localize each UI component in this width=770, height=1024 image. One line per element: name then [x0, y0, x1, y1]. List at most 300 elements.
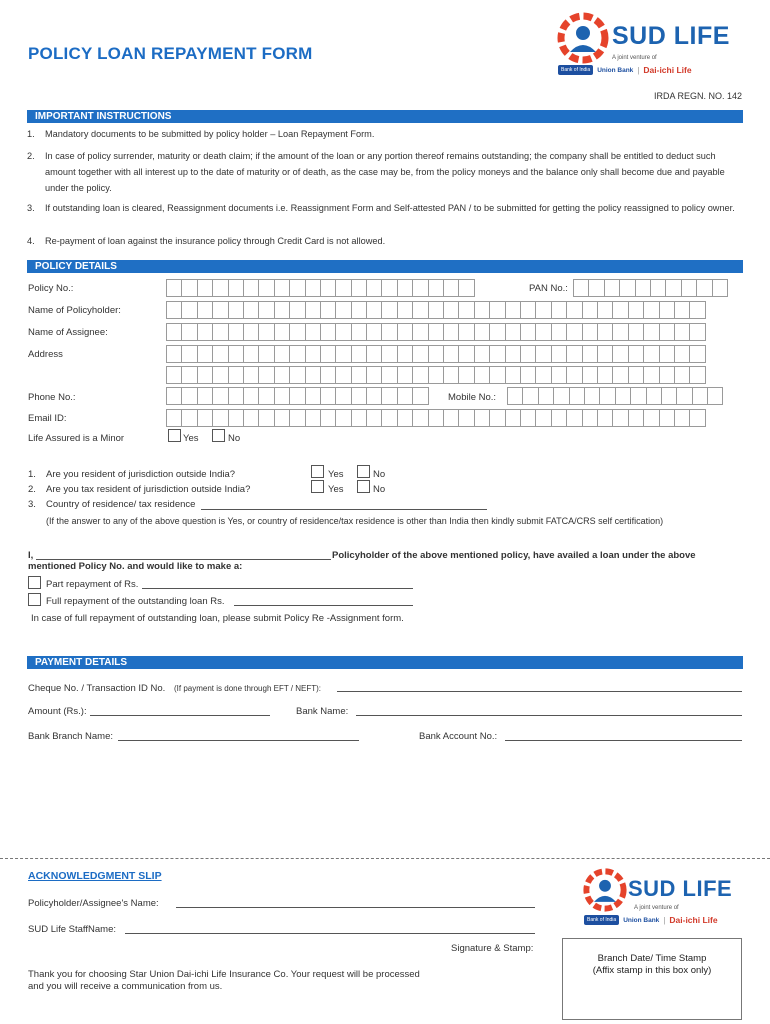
char-box[interactable]: [381, 323, 397, 341]
char-box[interactable]: [243, 409, 259, 427]
char-box[interactable]: [258, 387, 274, 405]
joint-venture-label: A joint venture of: [612, 55, 657, 61]
address-input-line2[interactable]: [166, 366, 705, 384]
pan-input[interactable]: [573, 279, 727, 297]
full-repayment-checkbox[interactable]: [28, 593, 41, 606]
char-box[interactable]: [305, 409, 321, 427]
char-box[interactable]: [351, 387, 367, 405]
char-box[interactable]: [397, 387, 413, 405]
char-box[interactable]: [289, 366, 305, 384]
char-box[interactable]: [351, 279, 367, 297]
char-box[interactable]: [566, 323, 582, 341]
char-box[interactable]: [366, 301, 382, 319]
char-box[interactable]: [551, 409, 567, 427]
char-box[interactable]: [628, 366, 644, 384]
char-box[interactable]: [615, 387, 631, 405]
char-box[interactable]: [553, 387, 569, 405]
daiichi-logo: Dai-ichi Life: [643, 65, 692, 75]
char-box[interactable]: [659, 323, 675, 341]
char-box[interactable]: [289, 409, 305, 427]
char-box[interactable]: [659, 409, 675, 427]
char-box[interactable]: [381, 366, 397, 384]
declarant-name-input[interactable]: [36, 548, 331, 560]
char-box[interactable]: [320, 345, 336, 363]
char-box[interactable]: [689, 301, 705, 319]
char-box[interactable]: [628, 301, 644, 319]
char-box[interactable]: [181, 366, 197, 384]
char-box[interactable]: [443, 323, 459, 341]
char-box[interactable]: [289, 387, 305, 405]
char-box[interactable]: [366, 409, 382, 427]
policyholder-input[interactable]: [166, 301, 705, 319]
full-amount-input[interactable]: [234, 595, 413, 606]
char-box[interactable]: [212, 409, 228, 427]
assignee-input[interactable]: [166, 323, 705, 341]
char-box[interactable]: [520, 409, 536, 427]
char-box[interactable]: [458, 301, 474, 319]
char-box[interactable]: [489, 323, 505, 341]
char-box[interactable]: [412, 301, 428, 319]
char-box[interactable]: [166, 409, 182, 427]
char-box[interactable]: [551, 345, 567, 363]
char-box[interactable]: [258, 409, 274, 427]
char-box[interactable]: [676, 387, 692, 405]
char-box[interactable]: [412, 345, 428, 363]
char-box[interactable]: [243, 387, 259, 405]
brand-name: SUD LIFE: [628, 876, 733, 901]
char-box[interactable]: [366, 323, 382, 341]
q2-yes-checkbox[interactable]: [311, 480, 324, 493]
char-box[interactable]: [674, 409, 690, 427]
char-box[interactable]: [243, 279, 259, 297]
pan-label: PAN No.:: [529, 283, 568, 294]
char-box[interactable]: [305, 387, 321, 405]
fatca-note: (If the answer to any of the above question is Yes, or country of residence/tax residence is other than India then kindly submit FATCA/CRS self certification): [46, 516, 664, 526]
char-box[interactable]: [258, 366, 274, 384]
char-box[interactable]: [522, 387, 538, 405]
char-box[interactable]: [381, 387, 397, 405]
char-box[interactable]: [397, 279, 413, 297]
char-box[interactable]: [381, 345, 397, 363]
char-box[interactable]: [351, 345, 367, 363]
char-box[interactable]: [289, 301, 305, 319]
char-box[interactable]: [646, 387, 662, 405]
char-box[interactable]: [535, 366, 551, 384]
char-box[interactable]: [366, 366, 382, 384]
char-box[interactable]: [612, 323, 628, 341]
policyholder-label: Name of Policyholder:: [28, 305, 121, 316]
char-box[interactable]: [243, 301, 259, 319]
char-box[interactable]: [505, 366, 521, 384]
char-box[interactable]: [412, 387, 428, 405]
char-box[interactable]: [274, 345, 290, 363]
char-box[interactable]: [258, 323, 274, 341]
char-box[interactable]: [707, 387, 723, 405]
char-box[interactable]: [628, 409, 644, 427]
char-box[interactable]: [335, 301, 351, 319]
email-input[interactable]: [166, 409, 705, 427]
char-box[interactable]: [335, 387, 351, 405]
char-box[interactable]: [582, 409, 598, 427]
char-box[interactable]: [443, 409, 459, 427]
part-repayment-checkbox[interactable]: [28, 576, 41, 589]
char-box[interactable]: [397, 366, 413, 384]
q2-no-label: No: [373, 484, 386, 495]
char-box[interactable]: [535, 301, 551, 319]
char-box[interactable]: [197, 345, 213, 363]
instruction-num: 1.: [27, 129, 35, 139]
char-box[interactable]: [520, 301, 536, 319]
char-box[interactable]: [628, 323, 644, 341]
char-box[interactable]: [573, 279, 589, 297]
stamp-label-2: (Affix stamp in this box only): [592, 965, 712, 976]
payment-details-heading: PAYMENT DETAILS: [27, 656, 743, 669]
char-box[interactable]: [428, 279, 444, 297]
char-box[interactable]: [505, 409, 521, 427]
char-box[interactable]: [166, 323, 182, 341]
char-box[interactable]: [588, 279, 604, 297]
char-box[interactable]: [551, 301, 567, 319]
char-box[interactable]: [458, 409, 474, 427]
char-box[interactable]: [305, 279, 321, 297]
char-box[interactable]: [335, 323, 351, 341]
char-box[interactable]: [197, 387, 213, 405]
char-box[interactable]: [458, 366, 474, 384]
char-box[interactable]: [535, 409, 551, 427]
minor-yes-checkbox[interactable]: [168, 429, 181, 442]
bank-name-input[interactable]: [356, 704, 742, 716]
char-box[interactable]: [305, 301, 321, 319]
char-box[interactable]: [289, 345, 305, 363]
char-box[interactable]: [197, 323, 213, 341]
instruction-text: Mandatory documents to be submitted by policy holder – Loan Repayment Form.: [45, 129, 375, 139]
char-box[interactable]: [305, 345, 321, 363]
amount-label: Amount (Rs.):: [28, 706, 87, 717]
cheque-input[interactable]: [337, 680, 742, 692]
stamp-box[interactable]: [562, 938, 742, 1020]
instruction-item: [27, 200, 743, 216]
char-box[interactable]: [181, 409, 197, 427]
phone-input[interactable]: [166, 387, 428, 405]
char-box[interactable]: [597, 366, 613, 384]
char-box[interactable]: [289, 323, 305, 341]
char-box[interactable]: [643, 366, 659, 384]
q3-num: 3.: [28, 499, 36, 510]
char-box[interactable]: [212, 301, 228, 319]
reassignment-note: In case of full repayment of outstanding loan, please submit Policy Re -Assignment form.: [31, 613, 404, 624]
char-box[interactable]: [489, 409, 505, 427]
char-box[interactable]: [412, 409, 428, 427]
char-box[interactable]: [582, 301, 598, 319]
char-box[interactable]: [335, 366, 351, 384]
char-box[interactable]: [351, 323, 367, 341]
char-box[interactable]: [197, 366, 213, 384]
char-box[interactable]: [535, 345, 551, 363]
char-box[interactable]: [197, 301, 213, 319]
instructions-heading: IMPORTANT INSTRUCTIONS: [27, 110, 743, 123]
char-box[interactable]: [674, 323, 690, 341]
char-box[interactable]: [474, 366, 490, 384]
char-box[interactable]: [381, 279, 397, 297]
char-box[interactable]: [335, 279, 351, 297]
char-box[interactable]: [212, 323, 228, 341]
char-box[interactable]: [538, 387, 554, 405]
char-box[interactable]: [599, 387, 615, 405]
char-box[interactable]: [181, 387, 197, 405]
mobile-label: Mobile No.:: [448, 392, 497, 403]
country-input[interactable]: [201, 499, 487, 510]
part-amount-input[interactable]: [142, 578, 413, 589]
ack-staff-input[interactable]: [125, 922, 535, 934]
char-box[interactable]: [274, 387, 290, 405]
char-box[interactable]: [612, 409, 628, 427]
char-box[interactable]: [335, 409, 351, 427]
q1-no-checkbox[interactable]: [357, 465, 370, 478]
minor-no-checkbox[interactable]: [212, 429, 225, 442]
char-box[interactable]: [274, 366, 290, 384]
char-box[interactable]: [566, 345, 582, 363]
char-box[interactable]: [582, 323, 598, 341]
char-box[interactable]: [520, 323, 536, 341]
char-box[interactable]: [584, 387, 600, 405]
instruction-item: [27, 126, 743, 142]
char-box[interactable]: [520, 366, 536, 384]
union-bank-logo: Union Bank: [623, 916, 660, 924]
char-box[interactable]: [428, 366, 444, 384]
char-box[interactable]: [243, 366, 259, 384]
q3-text: Country of residence/ tax residence: [46, 499, 196, 510]
char-box[interactable]: [474, 345, 490, 363]
char-box[interactable]: [674, 366, 690, 384]
char-box[interactable]: [612, 301, 628, 319]
char-box[interactable]: [243, 345, 259, 363]
char-box[interactable]: [505, 345, 521, 363]
char-box[interactable]: [712, 279, 728, 297]
char-box[interactable]: [551, 323, 567, 341]
bank-name-label: Bank Name:: [296, 706, 349, 717]
char-box[interactable]: [428, 345, 444, 363]
char-box[interactable]: [659, 366, 675, 384]
char-box[interactable]: [597, 345, 613, 363]
char-box[interactable]: [428, 323, 444, 341]
char-box[interactable]: [412, 279, 428, 297]
char-box[interactable]: [692, 387, 708, 405]
char-box[interactable]: [582, 366, 598, 384]
branch-input[interactable]: [118, 729, 359, 741]
char-box[interactable]: [197, 409, 213, 427]
char-box[interactable]: [520, 345, 536, 363]
char-box[interactable]: [551, 366, 567, 384]
char-box[interactable]: [366, 279, 382, 297]
address-input-line1[interactable]: [166, 345, 705, 363]
char-box[interactable]: [351, 301, 367, 319]
char-box[interactable]: [166, 366, 182, 384]
char-box[interactable]: [612, 345, 628, 363]
char-box[interactable]: [443, 366, 459, 384]
mobile-input[interactable]: [507, 387, 722, 405]
char-box[interactable]: [228, 301, 244, 319]
irda-number: IRDA REGN. NO. 142: [653, 91, 742, 101]
char-box[interactable]: [181, 301, 197, 319]
policy-no-input[interactable]: [166, 279, 474, 297]
char-box[interactable]: [458, 345, 474, 363]
char-box[interactable]: [597, 323, 613, 341]
char-box[interactable]: [659, 301, 675, 319]
char-box[interactable]: [604, 279, 620, 297]
char-box[interactable]: [274, 301, 290, 319]
cut-line: [0, 858, 770, 859]
char-box[interactable]: [619, 279, 635, 297]
char-box[interactable]: [212, 345, 228, 363]
char-box[interactable]: [689, 366, 705, 384]
char-box[interactable]: [274, 279, 290, 297]
char-box[interactable]: [507, 387, 523, 405]
char-box[interactable]: [305, 323, 321, 341]
q1-yes-checkbox[interactable]: [311, 465, 324, 478]
char-box[interactable]: [597, 301, 613, 319]
char-box[interactable]: [243, 323, 259, 341]
char-box[interactable]: [166, 345, 182, 363]
char-box[interactable]: [681, 279, 697, 297]
char-box[interactable]: [696, 279, 712, 297]
char-box[interactable]: [582, 345, 598, 363]
char-box[interactable]: [228, 409, 244, 427]
address-label: Address: [28, 349, 63, 360]
char-box[interactable]: [643, 323, 659, 341]
char-box[interactable]: [612, 366, 628, 384]
char-box[interactable]: [661, 387, 677, 405]
char-box[interactable]: [212, 387, 228, 405]
char-box[interactable]: [689, 345, 705, 363]
char-box[interactable]: [566, 409, 582, 427]
char-box[interactable]: [535, 323, 551, 341]
page-title: POLICY LOAN REPAYMENT FORM: [28, 44, 313, 63]
char-box[interactable]: [474, 301, 490, 319]
char-box[interactable]: [474, 409, 490, 427]
char-box[interactable]: [689, 409, 705, 427]
char-box[interactable]: [212, 279, 228, 297]
char-box[interactable]: [566, 301, 582, 319]
char-box[interactable]: [428, 409, 444, 427]
char-box[interactable]: [166, 387, 182, 405]
char-box[interactable]: [412, 366, 428, 384]
char-box[interactable]: [569, 387, 585, 405]
char-box[interactable]: [320, 323, 336, 341]
char-box[interactable]: [458, 279, 474, 297]
char-box[interactable]: [212, 366, 228, 384]
char-box[interactable]: [566, 366, 582, 384]
char-box[interactable]: [489, 345, 505, 363]
char-box[interactable]: [443, 279, 459, 297]
char-box[interactable]: [650, 279, 666, 297]
char-box[interactable]: [166, 301, 182, 319]
char-box[interactable]: [674, 301, 690, 319]
char-box[interactable]: [320, 279, 336, 297]
cheque-note: (If payment is done through EFT / NEFT):: [174, 684, 322, 693]
char-box[interactable]: [628, 345, 644, 363]
char-box[interactable]: [381, 301, 397, 319]
char-box[interactable]: [665, 279, 681, 297]
char-box[interactable]: [197, 279, 213, 297]
char-box[interactable]: [505, 301, 521, 319]
brand-name: SUD LIFE: [612, 22, 730, 50]
char-box[interactable]: [659, 345, 675, 363]
char-box[interactable]: [597, 409, 613, 427]
char-box[interactable]: [289, 279, 305, 297]
char-box[interactable]: [320, 366, 336, 384]
char-box[interactable]: [258, 279, 274, 297]
char-box[interactable]: [489, 301, 505, 319]
char-box[interactable]: [228, 387, 244, 405]
char-box[interactable]: [320, 387, 336, 405]
amount-input[interactable]: [90, 704, 270, 716]
declaration-text-1: Policyholder of the above mentioned policy, have availed a loan under the above: [332, 550, 696, 561]
char-box[interactable]: [397, 409, 413, 427]
q2-no-checkbox[interactable]: [357, 480, 370, 493]
char-box[interactable]: [181, 279, 197, 297]
ack-name-input[interactable]: [176, 896, 535, 908]
account-input[interactable]: [505, 729, 742, 741]
sud-life-logo-small: SUD LIFE A joint venture of Bank of India Union Bank | Dai-ichi Life: [582, 868, 747, 940]
char-box[interactable]: [643, 301, 659, 319]
char-box[interactable]: [228, 323, 244, 341]
char-box[interactable]: [274, 323, 290, 341]
char-box[interactable]: [320, 301, 336, 319]
char-box[interactable]: [397, 301, 413, 319]
thanks-line-2: and you will receive a communication from us.: [28, 981, 223, 992]
char-box[interactable]: [166, 279, 182, 297]
char-box[interactable]: [366, 345, 382, 363]
char-box[interactable]: [443, 345, 459, 363]
char-box[interactable]: [351, 366, 367, 384]
char-box[interactable]: [643, 409, 659, 427]
char-box[interactable]: [381, 409, 397, 427]
char-box[interactable]: [443, 301, 459, 319]
char-box[interactable]: [643, 345, 659, 363]
char-box[interactable]: [412, 323, 428, 341]
char-box[interactable]: [397, 345, 413, 363]
char-box[interactable]: [335, 345, 351, 363]
q1-text: Are you resident of jurisdiction outside India?: [46, 469, 236, 480]
char-box[interactable]: [351, 409, 367, 427]
char-box[interactable]: [458, 323, 474, 341]
char-box[interactable]: [228, 366, 244, 384]
char-box[interactable]: [258, 301, 274, 319]
char-box[interactable]: [505, 323, 521, 341]
char-box[interactable]: [181, 323, 197, 341]
phone-label: Phone No.:: [28, 392, 76, 403]
char-box[interactable]: [397, 323, 413, 341]
char-box[interactable]: [320, 409, 336, 427]
char-box[interactable]: [489, 366, 505, 384]
char-box[interactable]: [474, 323, 490, 341]
char-box[interactable]: [366, 387, 382, 405]
ack-heading: ACKNOWLEDGMENT SLIP: [28, 870, 162, 882]
char-box[interactable]: [228, 345, 244, 363]
char-box[interactable]: [181, 345, 197, 363]
char-box[interactable]: [674, 345, 690, 363]
char-box[interactable]: [274, 409, 290, 427]
char-box[interactable]: [305, 366, 321, 384]
char-box[interactable]: [635, 279, 651, 297]
char-box[interactable]: [630, 387, 646, 405]
char-box[interactable]: [689, 323, 705, 341]
char-box[interactable]: [258, 345, 274, 363]
sud-life-emblem-icon: [582, 868, 628, 912]
policy-details-heading: POLICY DETAILS: [27, 260, 743, 273]
char-box[interactable]: [228, 279, 244, 297]
char-box[interactable]: [428, 301, 444, 319]
